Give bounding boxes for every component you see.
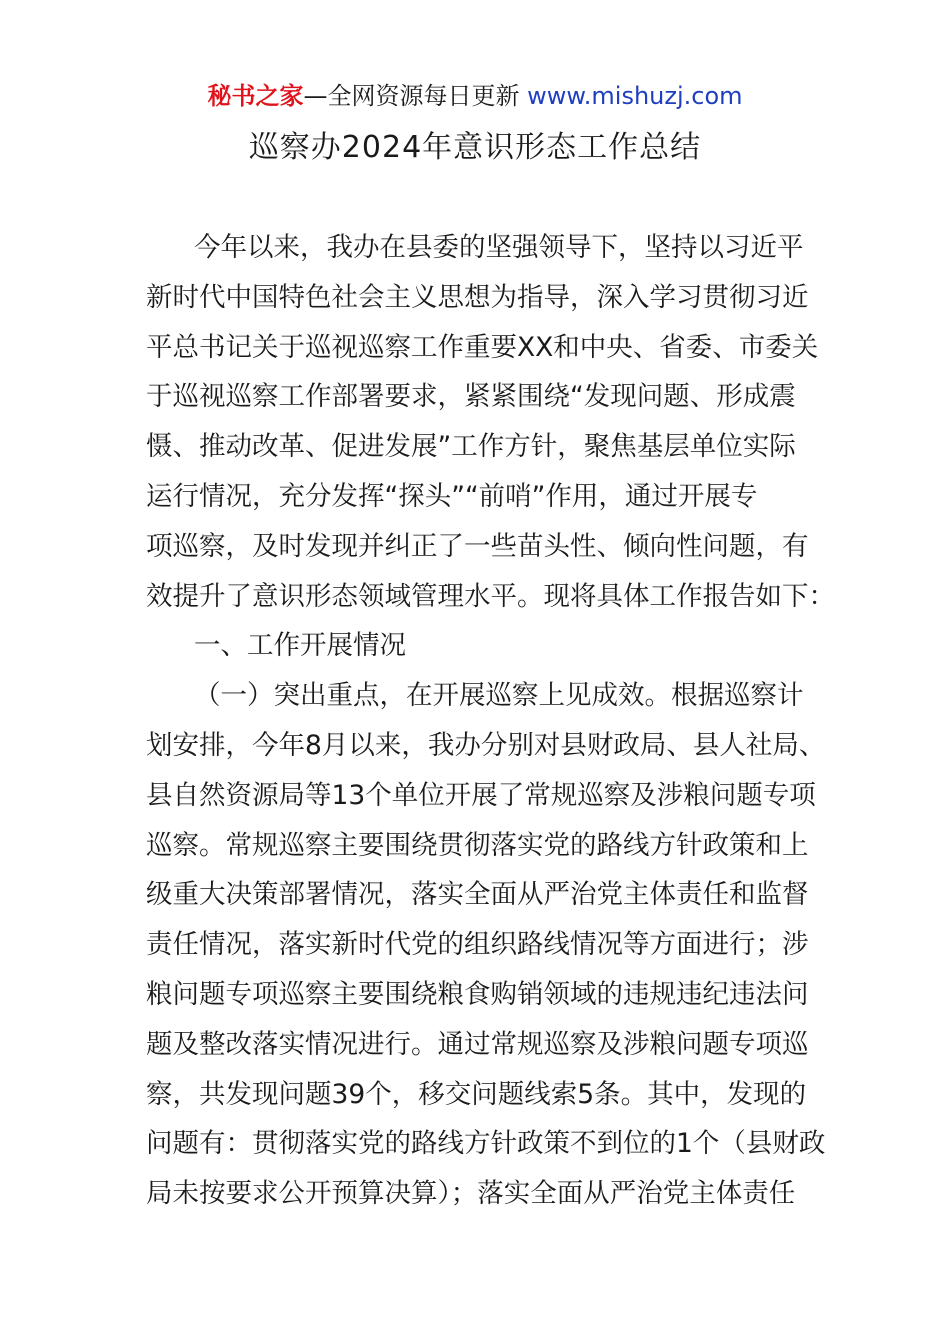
header-tagline: —全网资源每日更新 — [303, 82, 528, 110]
paragraph-line: 划安排，今年8月以来，我办分别对县财政局、县人社局、 — [146, 729, 826, 761]
section-heading: 一、工作开展情况 — [194, 630, 406, 662]
paragraph-line: 级重大决策部署情况，落实全面从严治党主体责任和监督 — [146, 879, 809, 911]
paragraph-line: 问题有：贯彻落实党的路线方针政策不到位的1个（县财政 — [146, 1128, 826, 1160]
paragraph-line: 责任情况，落实新时代党的组织路线情况等方面进行；涉 — [146, 929, 809, 961]
paragraph-line: 运行情况，充分发挥“探头”“前哨”作用，通过开展专 — [146, 480, 758, 512]
paragraph-line: 题及整改落实情况进行。通过常规巡察及涉粮问题专项巡 — [146, 1028, 809, 1060]
watermark-header — [0, 80, 950, 112]
paragraph-line: 粮问题专项巡察主要围绕粮食购销领域的违规违纪违法问 — [146, 978, 809, 1010]
document-title: 巡察办2024年意识形态工作总结 — [248, 130, 702, 165]
paragraph-line: 局未按要求公开预算决算）；落实全面从严治党主体责任 — [146, 1178, 796, 1210]
paragraph-line: 效提升了意识形态领域管理水平。现将具体工作报告如下： — [146, 580, 835, 612]
paragraph-line: 平总书记关于巡视巡察工作重要XX和中央、省委、市委关 — [146, 331, 819, 363]
document-body — [146, 223, 835, 1219]
paragraph-line: 慑、推动改革、促进发展”工作方针，聚焦基层单位实际 — [146, 431, 796, 463]
paragraph-line: （一）突出重点，在开展巡察上见成效。根据巡察计 — [194, 680, 804, 712]
paragraph-line: 今年以来，我办在县委的坚强领导下，坚持以习近平 — [194, 232, 804, 263]
paragraph-line: 县自然资源局等13个单位开展了常规巡察及涉粮问题专项 — [146, 779, 816, 811]
paragraph-line: 新时代中国特色社会主义思想为指导，深入学习贯彻习近 — [146, 281, 809, 313]
paragraph-line: 巡察。常规巡察主要围绕贯彻落实党的路线方针政策和上 — [146, 829, 809, 861]
paragraph-line: 察，共发现问题39个，移交问题线索5条。其中，发现的 — [146, 1078, 807, 1110]
paragraph-line: 项巡察，及时发现并纠正了一些苗头性、倾向性问题，有 — [146, 530, 809, 562]
paragraph-line: 于巡视巡察工作部署要求，紧紧围绕“发现问题、形成震 — [146, 381, 796, 413]
site-url-link[interactable]: www.mishuzj.com — [527, 82, 743, 110]
brand-name: 秘书之家 — [207, 82, 304, 110]
